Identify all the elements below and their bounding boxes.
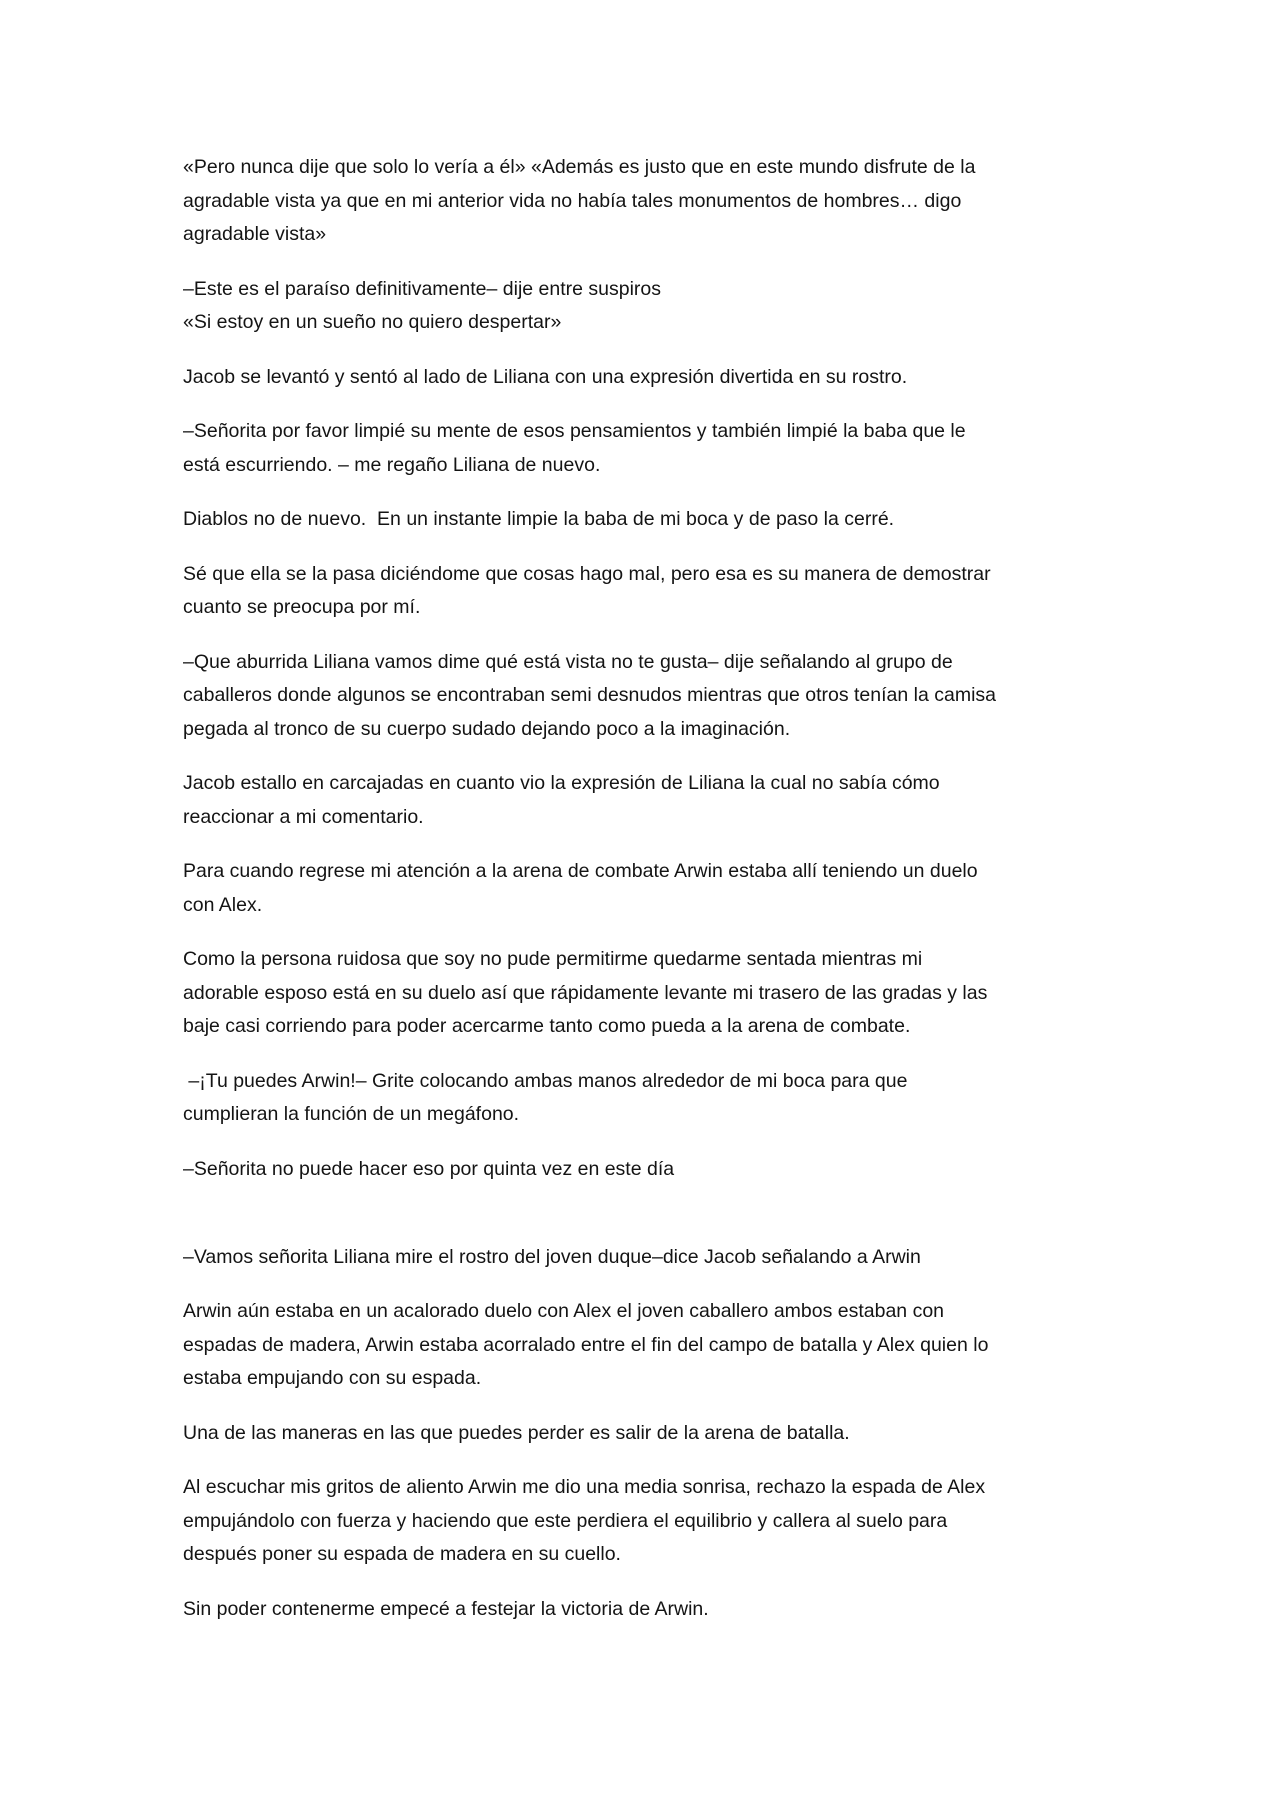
paragraph (183, 361, 1183, 395)
text-line: empujándolo con fuerza y haciendo que este perdiera el equilibrio y callera al suelo para (183, 1509, 948, 1532)
text-line: espadas de madera, Arwin estaba acorralado entre el fin del campo de batalla y Alex quien lo (183, 1333, 989, 1356)
paragraph (183, 646, 1183, 747)
paragraph (183, 1471, 1183, 1572)
text-line: –Este es el paraíso definitivamente– dije entre suspiros (183, 277, 662, 300)
text-line: agradable vista ya que en mi anterior vida no había tales monumentos de hombres… digo (183, 189, 962, 212)
paragraph (183, 1153, 1183, 1187)
paragraph (183, 855, 1183, 922)
paragraph (183, 151, 1183, 252)
document-body (183, 151, 1183, 1647)
paragraph (183, 558, 1183, 625)
text-line: reaccionar a mi comentario. (183, 805, 424, 828)
paragraph (183, 767, 1183, 834)
text-line: adorable esposo está en su duelo así que rápidamente levante mi trasero de las gradas y las (183, 981, 988, 1004)
text-line: Arwin aún estaba en un acalorado duelo con Alex el joven caballero ambos estaban con (183, 1300, 945, 1322)
text-line: «Si estoy en un sueño no quiero despertar» (183, 311, 562, 333)
paragraph (183, 1295, 1183, 1396)
text-line: agradable vista» (183, 223, 327, 245)
text-line: con Alex. (183, 893, 263, 916)
paragraph (183, 1241, 1183, 1275)
text-line: –Señorita no puede hacer eso por quinta vez en este día (183, 1157, 675, 1180)
text-line: Al escuchar mis gritos de aliento Arwin me dio una media sonrisa, rechazo la espada de Alex (183, 1476, 986, 1498)
text-line: Jacob estallo en carcajadas en cuanto vio la expresión de Liliana la cual no sabía cómo (183, 772, 940, 794)
text-line: Jacob se levantó y sentó al lado de Liliana con una expresión divertida en su rostro. (183, 365, 908, 388)
paragraph (183, 503, 1183, 537)
text-line: después poner su espada de madera en su cuello. (183, 1543, 621, 1565)
text-line: Sin poder contenerme empecé a festejar la victoria de Arwin. (183, 1597, 709, 1620)
text-line: estaba empujando con su espada. (183, 1367, 482, 1389)
text-line: caballeros donde algunos se encontraban semi desnudos mientras que otros tenían la camisa (183, 684, 997, 706)
paragraph (183, 1065, 1183, 1132)
text-line: baje casi corriendo para poder acercarme tanto como pueda a la arena de combate. (183, 1015, 911, 1037)
paragraph (183, 415, 1183, 482)
text-line: «Pero nunca dije que solo lo vería a él» «Además es justo que en este mundo disfrute de la (183, 156, 976, 178)
text-line: pegada al tronco de su cuerpo sudado dejando poco a la imaginación. (183, 717, 791, 740)
text-line: cuanto se preocupa por mí. (183, 596, 421, 618)
paragraph (183, 943, 1183, 1044)
text-line: –Vamos señorita Liliana mire el rostro del joven duque–dice Jacob señalando a Arwin (183, 1245, 921, 1268)
text-line: Una de las maneras en las que puedes perder es salir de la arena de batalla. (183, 1421, 850, 1444)
text-line: está escurriendo. – me regaño Liliana de nuevo. (183, 453, 601, 476)
text-line: Para cuando regrese mi atención a la arena de combate Arwin estaba allí teniendo un duelo (183, 860, 978, 882)
text-line: –Que aburrida Liliana vamos dime qué está vista no te gusta– dije señalando al grupo de (183, 650, 953, 673)
text-line: –Señorita por favor limpié su mente de esos pensamientos y también limpié la baba que le (183, 420, 966, 442)
text-line: cumplieran la función de un megáfono. (183, 1103, 520, 1125)
paragraph (183, 1417, 1183, 1451)
text-line: Diablos no de nuevo. En un instante limpie la baba de mi boca y de paso la cerré. (183, 508, 895, 530)
text-line: –¡Tu puedes Arwin!– Grite colocando ambas manos alrededor de mi boca para que (183, 1069, 908, 1092)
text-line: Como la persona ruidosa que soy no pude permitirme quedarme sentada mientras mi (183, 948, 923, 970)
text-line: Sé que ella se la pasa diciéndome que cosas hago mal, pero esa es su manera de demostrar (183, 562, 991, 585)
paragraph (183, 1593, 1183, 1627)
paragraph (183, 273, 1183, 340)
